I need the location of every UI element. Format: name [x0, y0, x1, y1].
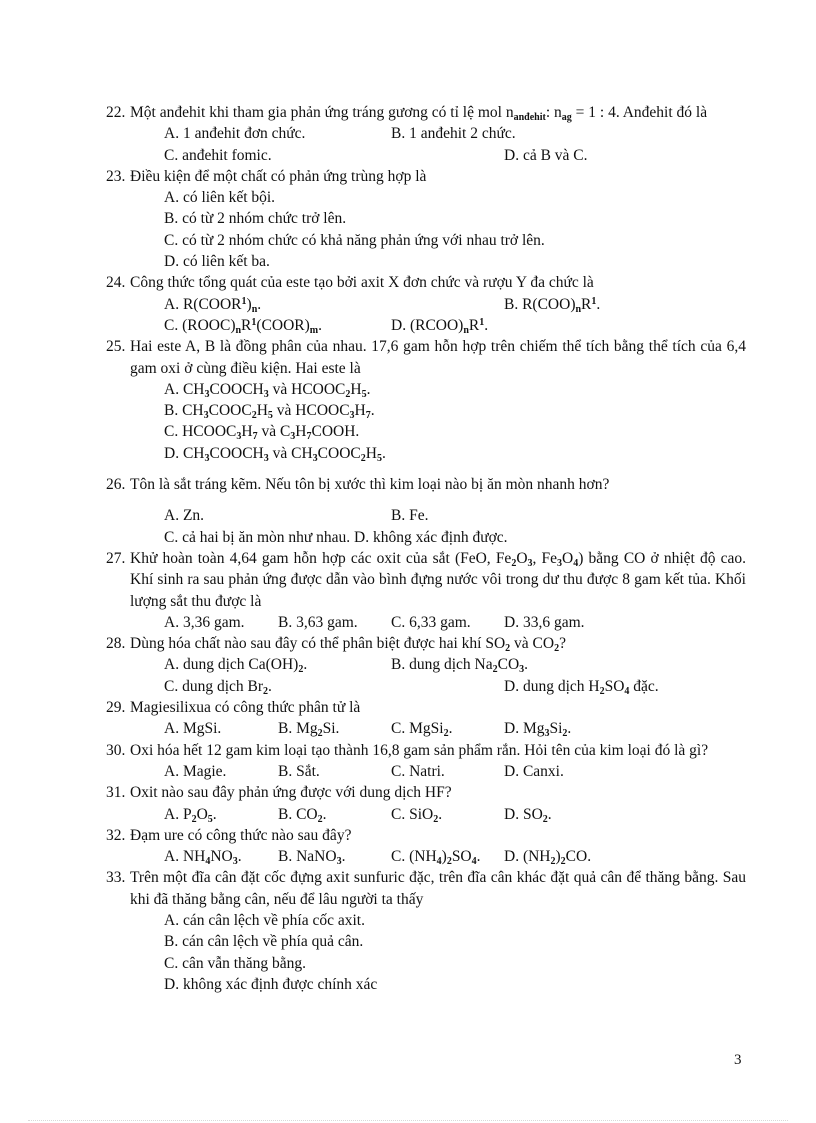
question-25 — [106, 336, 746, 379]
option-b: B. NaNO$_3$. — [278, 848, 346, 868]
option-a: A. Magie. — [164, 762, 227, 780]
option-c: C. 6,33 gam. — [391, 613, 471, 631]
option-d: D. $(RCOO)_nR^1$. — [391, 316, 489, 336]
option-c: C. $(NH_4)_2SO_4$. — [391, 848, 481, 868]
question-32 — [106, 825, 746, 846]
question-text: Tôn là sắt tráng kẽm. Nếu tôn bị xước thì kim loại nào bị ăn mòn nhanh hơn? — [130, 476, 610, 494]
question-text: Công thức tổng quát của este tạo bởi axit X đơn chức và rượu Y đa chức là — [130, 274, 594, 292]
page-number: 3 — [734, 1052, 742, 1068]
question-text: Dùng hóa chất nào sau đây có thể phân biệt được hai khí $SO_2$ và $CO_2$? — [130, 635, 566, 655]
option-d: D. 33,6 gam. — [504, 613, 585, 631]
question-31 — [106, 782, 746, 803]
option-b: B. $R(COO)_nR^1$. — [504, 295, 601, 315]
option-b: B. Sắt. — [278, 762, 320, 780]
option-a: A. dung dịch $Ca(OH)_2$. — [164, 656, 308, 676]
question-number: 24. — [106, 274, 126, 292]
question-number: 29. — [106, 699, 126, 717]
options-row — [106, 676, 746, 697]
option-b: B. có từ 2 nhóm chức trở lên. — [164, 210, 347, 228]
option-c: C. $(ROOC)_nR^1(COOR)_m$. — [164, 316, 322, 336]
option-a: A. cán cân lệch về phía cốc axit. — [164, 911, 365, 929]
option-b: B. $CO_2$. — [278, 805, 327, 825]
option-a: A. $CH_3COOCH_3$ và $HCOOC_2H_5$. — [164, 380, 371, 400]
question-text: Hai este A, B là đồng phân của nhau. 17,6 gam hỗn hợp trên chiếm thể tích bằng thể tích của 6,4 gam oxi ở cùng điều kiện. Hai este là — [130, 338, 746, 377]
question-26 — [106, 474, 746, 495]
options-row — [106, 505, 746, 526]
option-b: B. $CH_3COOC_2H_5$ và $HCOOC_3H_7$. — [164, 402, 375, 422]
option-c: C. dung dịch $Br_2$. — [164, 677, 272, 697]
question-29 — [106, 697, 746, 718]
option-a: A. $P_2O_5$. — [164, 805, 217, 825]
option-b: B. 3,63 gam. — [278, 613, 358, 631]
question-number: 25. — [106, 338, 126, 356]
option-b: B. 1 anđehit 2 chức. — [391, 125, 516, 143]
option-d: D. Canxi. — [504, 762, 564, 780]
question-22 — [106, 102, 746, 123]
question-text: Khử hoàn toàn 4,64 gam hỗn hợp các oxit của sắt (FeO, $Fe_2O_3$, $Fe_3O_4$) bằng CO ở nhiệt độ cao. Khí sinh ra sau phản ứng được dẫn vào bình đựng nước vôi trong dư thu được 8 gam kết tủa. Khối lượng sắt thu được là — [130, 549, 746, 610]
question-text: Điều kiện để một chất có phản ứng trùng hợp là — [130, 167, 427, 185]
option-d: D. $Mg_3Si_2$. — [504, 720, 572, 740]
option-d: D. cả B và C. — [504, 146, 588, 164]
option-d: D. không xác định được chính xác — [164, 975, 378, 993]
page-bottom-rule — [28, 1120, 788, 1121]
option-b: B. dung dịch $Na_2CO_3$. — [391, 656, 529, 676]
options-row — [106, 145, 746, 166]
options-row — [106, 804, 746, 825]
options-row — [106, 315, 746, 336]
question-27 — [106, 548, 746, 612]
option-d: D. có liên kết ba. — [164, 253, 270, 271]
question-number: 27. — [106, 549, 126, 567]
options-row — [106, 123, 746, 144]
option-d: D. $CH_3COOCH_3$ và $CH_3COOC_2H_5$. — [164, 444, 386, 464]
options-row — [106, 718, 746, 739]
question-number: 31. — [106, 784, 126, 802]
question-number: 26. — [106, 476, 126, 494]
option-c: C. MgSi$_2$. — [391, 720, 453, 740]
option-a: A. có liên kết bội. — [164, 189, 276, 207]
option-c: C. SiO$_2$. — [391, 805, 443, 825]
option-b: B. cán cân lệch về phía quả cân. — [164, 933, 364, 951]
question-23 — [106, 166, 746, 187]
option-c: C. $HCOOC_3H_7$ và $C_3H_7COOH$. — [164, 423, 360, 443]
option-a: A. 3,36 gam. — [164, 613, 245, 631]
question-24 — [106, 272, 746, 293]
option-a: A. $R(COOR^1)_n$. — [164, 295, 262, 315]
options-row — [106, 294, 746, 315]
question-text: Oxi hóa hết 12 gam kim loại tạo thành 16,8 gam sản phẩm rắn. Hỏi tên của kim loại đó là gì? — [130, 741, 709, 759]
option-a: A. $NH_4NO_3$. — [164, 848, 242, 868]
question-list — [106, 102, 746, 995]
question-number: 30. — [106, 741, 126, 759]
question-text: Đạm ure có công thức nào sau đây? — [130, 826, 352, 844]
question-text: Một anđehit khi tham gia phản ứng tráng gương có tỉ lệ mol $n_{anđehit}$: $n_{ag} = 1$ : 4. Anđehit đó là — [130, 104, 708, 123]
question-28 — [106, 633, 746, 654]
option-c: C. anđehit fomic. — [164, 146, 272, 164]
question-number: 33. — [106, 869, 126, 887]
option-d: D. $SO_2$. — [504, 805, 552, 825]
options-row — [106, 846, 746, 867]
option-c: C. có từ 2 nhóm chức có khả năng phản ứng với nhau trở lên. — [164, 231, 545, 249]
options-row — [106, 612, 746, 633]
option-d: D. dung dịch $H_2SO_4$ đặc. — [504, 677, 659, 697]
option-c: C. cân vẫn thăng bằng. — [164, 954, 307, 972]
option-b: B. Fe. — [391, 507, 429, 525]
options-row — [106, 654, 746, 675]
option-b: B. $Mg_2Si$. — [278, 720, 340, 740]
option-a: A. MgSi. — [164, 720, 222, 738]
question-text: Trên một đĩa cân đặt cốc đựng axit sunfuric đặc, trên đĩa cân khác đặt quả cân để thăng bằng. Sau khi đã thăng bằng cân, nếu để lâu người ta thấy — [130, 869, 746, 908]
option-cd: C. cả hai bị ăn mòn như nhau. D. không xác định được. — [164, 528, 508, 546]
question-number: 32. — [106, 826, 126, 844]
option-a: A. Zn. — [164, 507, 205, 525]
question-number: 22. — [106, 104, 126, 121]
question-number: 28. — [106, 635, 126, 653]
option-c: C. Natri. — [391, 762, 445, 780]
question-30 — [106, 740, 746, 761]
options-row — [106, 761, 746, 782]
question-text: Oxit nào sau đây phản ứng được với dung dịch HF? — [130, 784, 452, 802]
question-33 — [106, 867, 746, 910]
option-a: A. 1 anđehit đơn chức. — [164, 125, 306, 143]
question-number: 23. — [106, 167, 126, 185]
question-text: Magiesilixua có công thức phân tử là — [130, 699, 361, 717]
option-d: D. $(NH_2)_2CO$. — [504, 848, 592, 868]
